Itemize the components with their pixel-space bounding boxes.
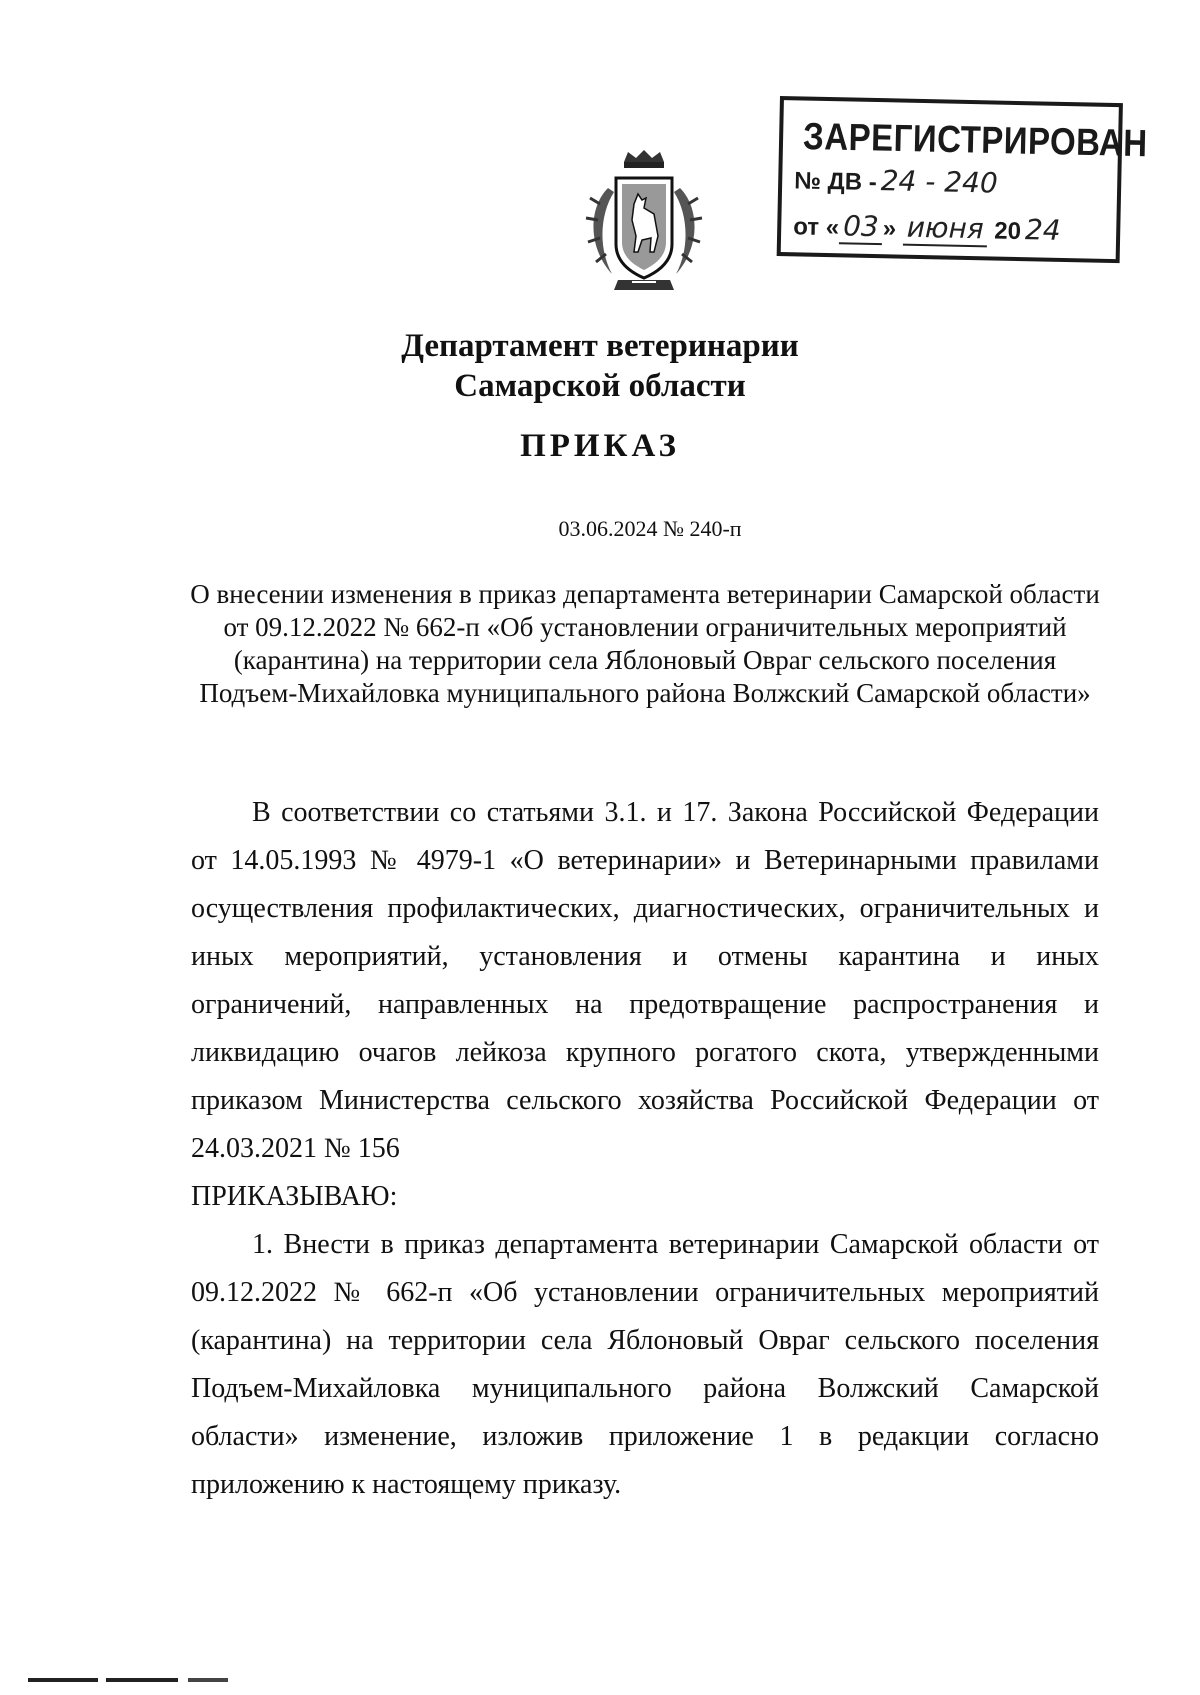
department-line-2: Самарской области: [454, 368, 746, 404]
stamp-number-line: [794, 162, 1002, 199]
stamp-date-year-handwritten: 24: [1024, 213, 1062, 247]
stamp-title: ЗАРЕГИСТРИРОВАН: [802, 114, 1148, 165]
stamp-date-year-prefix: 20: [994, 217, 1022, 246]
body-paragraph-item-1: 1. Внести в приказ департамента ветеринарии Самарской области от 09.12.2022 № 662-п «Об установлении ограничительных мероприятий (карантина) на территории села Яблоновый Овраг сельского поселения Подъем-Михайловка муниципального района Волжский Самарской области» изменение, изложив приложение 1 в редакции согласно приложению к настоящему приказу.: [191, 1229, 1099, 1500]
stamp-number-prefix: № ДВ -: [793, 167, 878, 197]
order-word: ПРИКАЗЫВАЮ:: [191, 1181, 398, 1212]
stamp-date-prefix: от «: [792, 213, 840, 242]
registration-stamp: [777, 96, 1148, 263]
stamp-number-handwritten: 24 - 240: [880, 164, 999, 200]
order-date-number: 03.06.2024 № 240-п: [558, 516, 742, 541]
footer-scan-mark: [28, 1678, 273, 1682]
order-body: [191, 789, 1099, 1509]
coat-of-arms-icon: [578, 148, 710, 298]
stamp-date-mid: »: [882, 215, 897, 243]
body-paragraph-preamble: В соответствии со статьями 3.1. и 17. Закона Российской Федерации от 14.05.1993 № 4979-1 «О ветеринарии» и Ветеринарными правилами осуществления профилактических, диагностических, ограничительных и иных мероприятий, установления и отмены карантина и иных ограничений, направленных на предотвращение распространения и ликвидацию очагов лейкоза крупного рогатого скота, утвержденными приказом Министерства сельского хозяйства Российской Федерации от 24.03.2021 № 156: [191, 797, 1099, 1164]
stamp-date-month: июня: [902, 211, 988, 248]
department-name: [0, 326, 1200, 406]
stamp-date-day: 03: [839, 209, 883, 245]
department-line-1: Департамент ветеринарии: [401, 328, 799, 364]
stamp-date-line: [793, 208, 1065, 247]
doc-type-title: ПРИКАЗ: [520, 428, 680, 464]
order-subject: О внесении изменения в приказ департамента ветеринарии Самарской области от 09.12.2022 № 662-п «Об установлении ограничительных мероприятий (карантина) на территории села Яблоновый Овраг сельского поселения Подъем-Михайловка муниципального района Волжский Самарской области»: [190, 579, 1100, 708]
